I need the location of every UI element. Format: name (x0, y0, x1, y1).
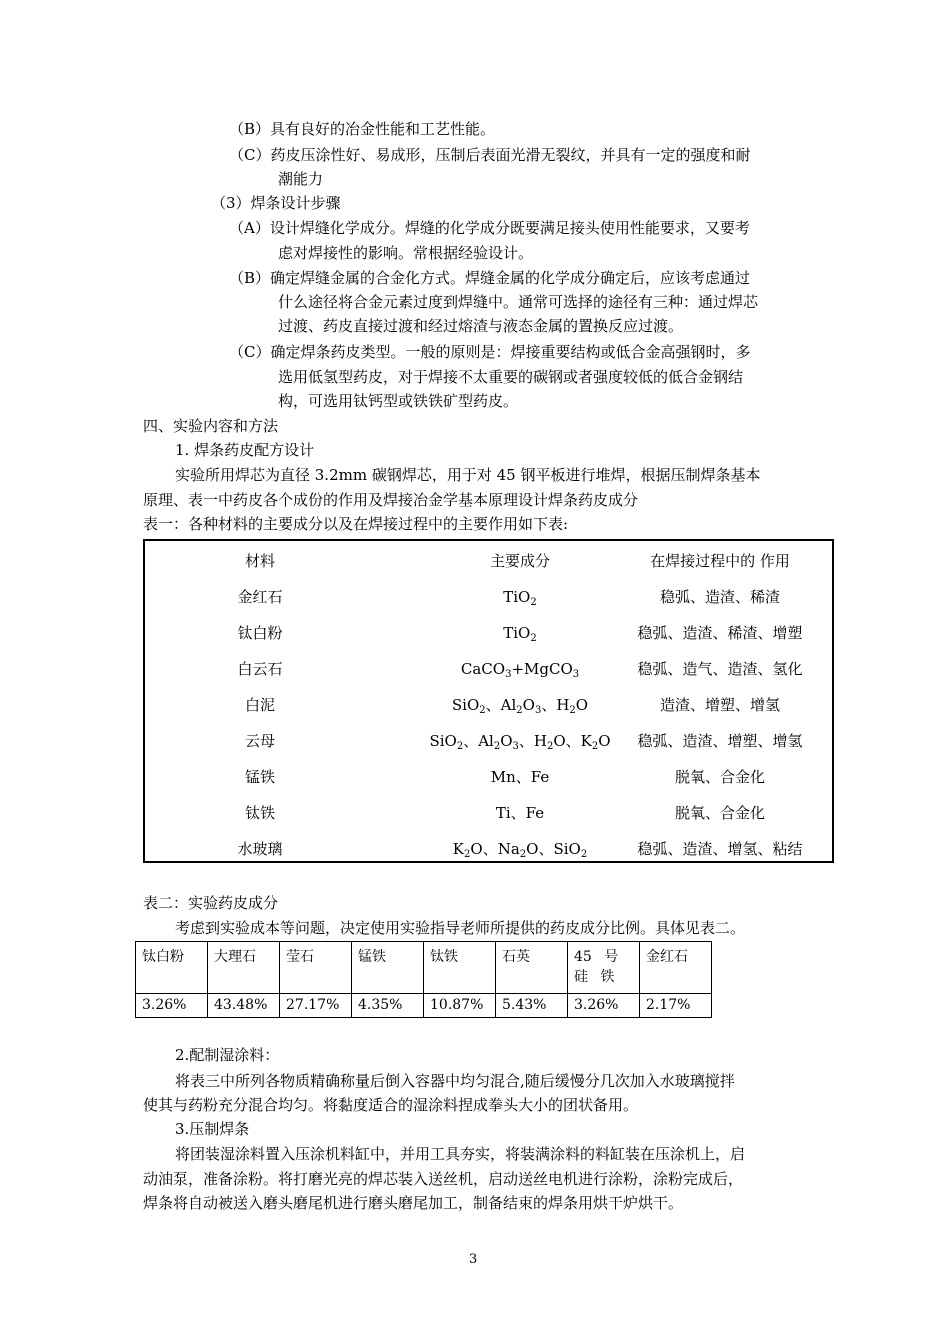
table-header-row (136, 942, 712, 994)
text-line: 焊条将自动被送入磨头磨尾机进行磨头磨尾加工，制备结束的焊条用烘干炉烘干。 (143, 1194, 684, 1212)
text-line: （C）药皮压涂性好、易成形，压制后表面光滑无裂纹，并具有一定的强度和耐 (229, 146, 751, 164)
table-row (145, 759, 832, 795)
text-line: （A）设计焊缝化学成分。焊缝的化学成分既要满足接头使用性能要求，又要考 (229, 219, 750, 237)
header-cell: 钛白粉 (136, 942, 208, 994)
subsection-heading: 2.配制湿涂料： (175, 1046, 280, 1064)
header-cell: 锰铁 (352, 942, 424, 994)
cell-composition: $K_2O$、$Na_2O$、SiO$_2$ (452, 840, 588, 860)
text-line: （B）确定焊缝金属的合金化方式。焊缝金属的化学成分确定后，应该考虑通过 (229, 269, 751, 287)
text-line: 选用低氢型药皮，对于焊接不太重要的碳钢或者强度较低的低合金钢结 (278, 368, 744, 386)
table-row (145, 831, 832, 867)
text-line: 原理、表一中药皮各个成份的作用及焊接冶金学基本原理设计焊条药皮成分 (143, 491, 639, 509)
header-cell: 莹石 (280, 942, 352, 994)
cell-composition: TiO$_2$ (503, 588, 537, 608)
value-cell: 27.17% (280, 994, 352, 1018)
cell-role: 稳弧、造渣、稀渣 (659, 588, 780, 606)
text-line: 潮能力 (278, 170, 324, 188)
cell-composition: Ti、Fe (495, 804, 545, 822)
cell-material: 云母 (244, 732, 275, 750)
subsection-heading: 3.压制焊条 (175, 1120, 250, 1138)
table-caption: 表二：实验药皮成分 (143, 894, 279, 912)
text-line: 动油泵，准备涂粉。将打磨光亮的焊芯装入送丝机，启动送丝电机进行涂粉，涂粉完成后， (143, 1170, 744, 1188)
value-cell: 43.48% (208, 994, 280, 1018)
text-line: 过渡、药皮直接过渡和经过熔渣与液态金属的置换反应过渡。 (278, 317, 684, 335)
header-cell: 45 号 硅 铁 (568, 942, 640, 994)
cell-role: 稳弧、造渣、稀渣、增塑 (637, 624, 803, 642)
header-role: 在焊接过程中的 作用 (650, 552, 790, 570)
value-cell: 3.26% (136, 994, 208, 1018)
text-line: 使其与药粉充分混合均匀。将黏度适合的湿涂料捏成拳头大小的团状备用。 (143, 1096, 639, 1114)
cell-role: 稳弧、造渣、增塑、增氢 (637, 732, 803, 750)
table-row (145, 687, 832, 723)
cell-material: 钛铁 (244, 804, 275, 822)
cell-material: 钛白粉 (237, 624, 283, 642)
cell-composition: SiO$_2$、$Al_2O_3$、$H_2O$、$K_2O$ (429, 732, 611, 752)
header-cell: 金红石 (640, 942, 712, 994)
cell-composition: TiO$_2$ (503, 624, 537, 644)
text-line: 什么途径将合金元素过度到焊缝中。通常可选择的途径有三种：通过焊芯 (278, 293, 759, 311)
cell-role: 稳弧、造气、造渣、氢化 (637, 660, 803, 678)
subsection-heading: 1. 焊条药皮配方设计 (175, 441, 315, 459)
value-cell: 5.43% (496, 994, 568, 1018)
header-cell: 钛铁 (424, 942, 496, 994)
value-cell: 10.87% (424, 994, 496, 1018)
table-row (145, 615, 832, 651)
table-caption: 表一：各种材料的主要成分以及在焊接过程中的主要作用如下表: (143, 515, 569, 533)
cell-role: 脱氧、合金化 (674, 804, 765, 822)
cell-role: 脱氧、合金化 (674, 768, 765, 786)
text-line: （3）焊条设计步骤 (211, 194, 341, 212)
value-cell: 3.26% (568, 994, 640, 1018)
coating-composition-table (135, 941, 712, 1018)
cell-material: 锰铁 (244, 768, 275, 786)
header-material: 材料 (244, 552, 275, 570)
table-row (145, 795, 832, 831)
text-line: 考虑到实验成本等问题，决定使用实验指导老师所提供的药皮成分比例。具体见表二。 (175, 919, 746, 937)
table-row (136, 994, 712, 1018)
table-row (145, 651, 832, 687)
text-line: 构，可选用钛钙型或铁铁矿型药皮。 (278, 392, 519, 410)
text-line: 将表三中所列各物质精确称量后倒入容器中均匀混合,随后缓慢分几次加入水玻璃搅拌 (175, 1072, 735, 1090)
text-line: 将团装湿涂料置入压涂机料缸中，并用工具夯实，将装满涂料的料缸装在压涂机上，启 (175, 1145, 746, 1163)
table-row (145, 723, 832, 759)
header-cell: 石英 (496, 942, 568, 994)
materials-table (143, 539, 834, 863)
section-heading: 四、实验内容和方法 (143, 417, 279, 435)
cell-material: 金红石 (237, 588, 283, 606)
text-line: 虑对焊接性的影响。常根据经验设计。 (278, 244, 534, 262)
cell-material: 白泥 (244, 696, 275, 714)
cell-material: 白云石 (237, 660, 283, 678)
cell-composition: Mn、Fe (490, 768, 550, 786)
page-number: 3 (469, 1252, 478, 1267)
cell-role: 造渣、增塑、增氢 (659, 696, 780, 714)
text-line: （C）确定焊条药皮类型。一般的原则是：焊接重要结构或低合金高强钢时，多 (229, 343, 751, 361)
table-header-row (145, 543, 832, 579)
cell-material: 水玻璃 (237, 840, 283, 858)
header-composition: 主要成分 (489, 552, 550, 570)
table-row (145, 579, 832, 615)
value-cell: 4.35% (352, 994, 424, 1018)
cell-composition: SiO$_2$、$Al_2O_3$、$H_2O$ (451, 696, 589, 716)
value-cell: 2.17% (640, 994, 712, 1018)
header-cell: 大理石 (208, 942, 280, 994)
text-line: 实验所用焊芯为直径 3.2mm 碳钢焊芯，用于对 45 钢平板进行堆焊，根据压制焊条基本 (175, 466, 761, 484)
cell-role: 稳弧、造渣、增氢、粘结 (637, 840, 803, 858)
cell-composition: CaCO$_3$+MgCO$_3$ (460, 660, 580, 680)
text-line: （B）具有良好的冶金性能和工艺性能。 (229, 120, 496, 138)
